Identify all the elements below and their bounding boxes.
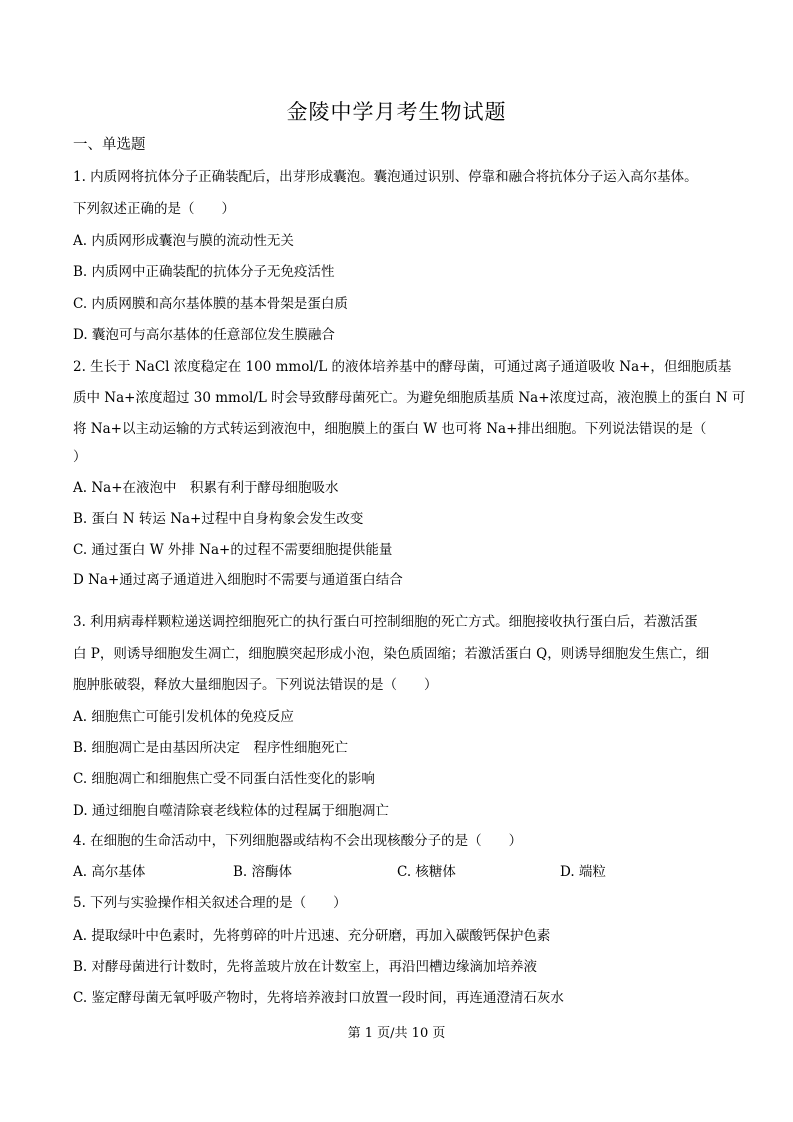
q3-option-d: D. 通过细胞自噬清除衰老线粒体的过程属于细胞凋亡 [73,803,389,819]
q2-stem-line-1: 2. 生长于 NaCl 浓度稳定在 100 mmol/L 的液体培养基中的酵母菌，可通过离子通道吸收 Na+，但细胞质基 [73,359,732,375]
q3-stem-line-1: 3. 利用病毒样颗粒递送调控细胞死亡的执行蛋白可控制细胞的死亡方式。细胞接收执行蛋白后，若激活蛋 [73,614,698,630]
q2-stem-line-4: ） [73,449,87,465]
q1-option-b: B. 内质网中正确装配的抗体分子无免疫活性 [73,264,335,280]
page-footer: 第 1 页/共 10 页 [347,1026,446,1041]
q5-option-c: C. 鉴定酵母菌无氧呼吸产物时，先将培养液封口放置一段时间，再连通澄清石灰水 [73,990,564,1006]
q3-option-b: B. 细胞凋亡是由基因所决定 程序性细胞死亡 [73,740,349,756]
q3-stem-line-3: 胞肿胀破裂，释放大量细胞因子。下列说法错误的是（ ） [73,677,438,693]
q1-stem-line-1: 1. 内质网将抗体分子正确装配后，出芽形成囊泡。囊泡通过识别、停靠和融合将抗体分子运入高尔基体。 [73,169,698,185]
q2-stem-line-2: 质中 Na+浓度超过 30 mmol/L 时会导致酵母菌死亡。为避免细胞质基质 Na+浓度过高，液泡膜上的蛋白 N 可 [73,390,746,406]
q4-option-c: C. 核糖体 [397,864,456,880]
q3-stem-line-2: 白 P，则诱导细胞发生凋亡，细胞膜突起形成小泡，染色质固缩；若激活蛋白 Q，则诱导细胞发生焦亡，细 [73,646,710,662]
q1-stem-line-2: 下列叙述正确的是（ ） [73,201,235,217]
q5-option-b: B. 对酵母菌进行计数时，先将盖玻片放在计数室上，再沿凹槽边缘滴加培养液 [73,959,538,975]
q2-option-d: D Na+通过离子通道进入细胞时不需要与通道蛋白结合 [73,572,403,588]
q1-option-a: A. 内质网形成囊泡与膜的流动性无关 [73,233,294,249]
q3-option-c: C. 细胞凋亡和细胞焦亡受不同蛋白活性变化的影响 [73,771,375,787]
q4-stem: 4. 在细胞的生命活动中，下列细胞器或结构不会出现核酸分子的是（ ） [73,833,523,849]
q5-stem: 5. 下列与实验操作相关叙述合理的是（ ） [73,895,347,911]
q4-option-a: A. 高尔基体 [73,864,146,880]
q2-option-a: A. Na+在液泡中 积累有利于酵母细胞吸水 [73,480,339,496]
q2-option-b: B. 蛋白 N 转运 Na+过程中自身构象会发生改变 [73,511,364,527]
q4-option-b: B. 溶酶体 [233,864,293,880]
q2-stem-line-3: 将 Na+以主动运输的方式转运到液泡中，细胞膜上的蛋白 W 也可将 Na+排出细胞。下列说法错误的是（ [73,421,707,437]
q4-option-d: D. 端粒 [560,864,606,880]
q5-option-a: A. 提取绿叶中色素时，先将剪碎的叶片迅速、充分研磨，再加入碳酸钙保护色素 [73,928,551,944]
q1-option-d: D. 囊泡可与高尔基体的任意部位发生膜融合 [73,327,335,343]
q1-option-c: C. 内质网膜和高尔基体膜的基本骨架是蛋白质 [73,296,348,312]
q2-option-c: C. 通过蛋白 W 外排 Na+的过程不需要细胞提供能量 [73,542,393,558]
q3-option-a: A. 细胞焦亡可能引发机体的免疫反应 [73,709,294,725]
section-heading: 一、单选题 [73,137,146,153]
page-title: 金陵中学月考生物试题 [286,100,507,124]
